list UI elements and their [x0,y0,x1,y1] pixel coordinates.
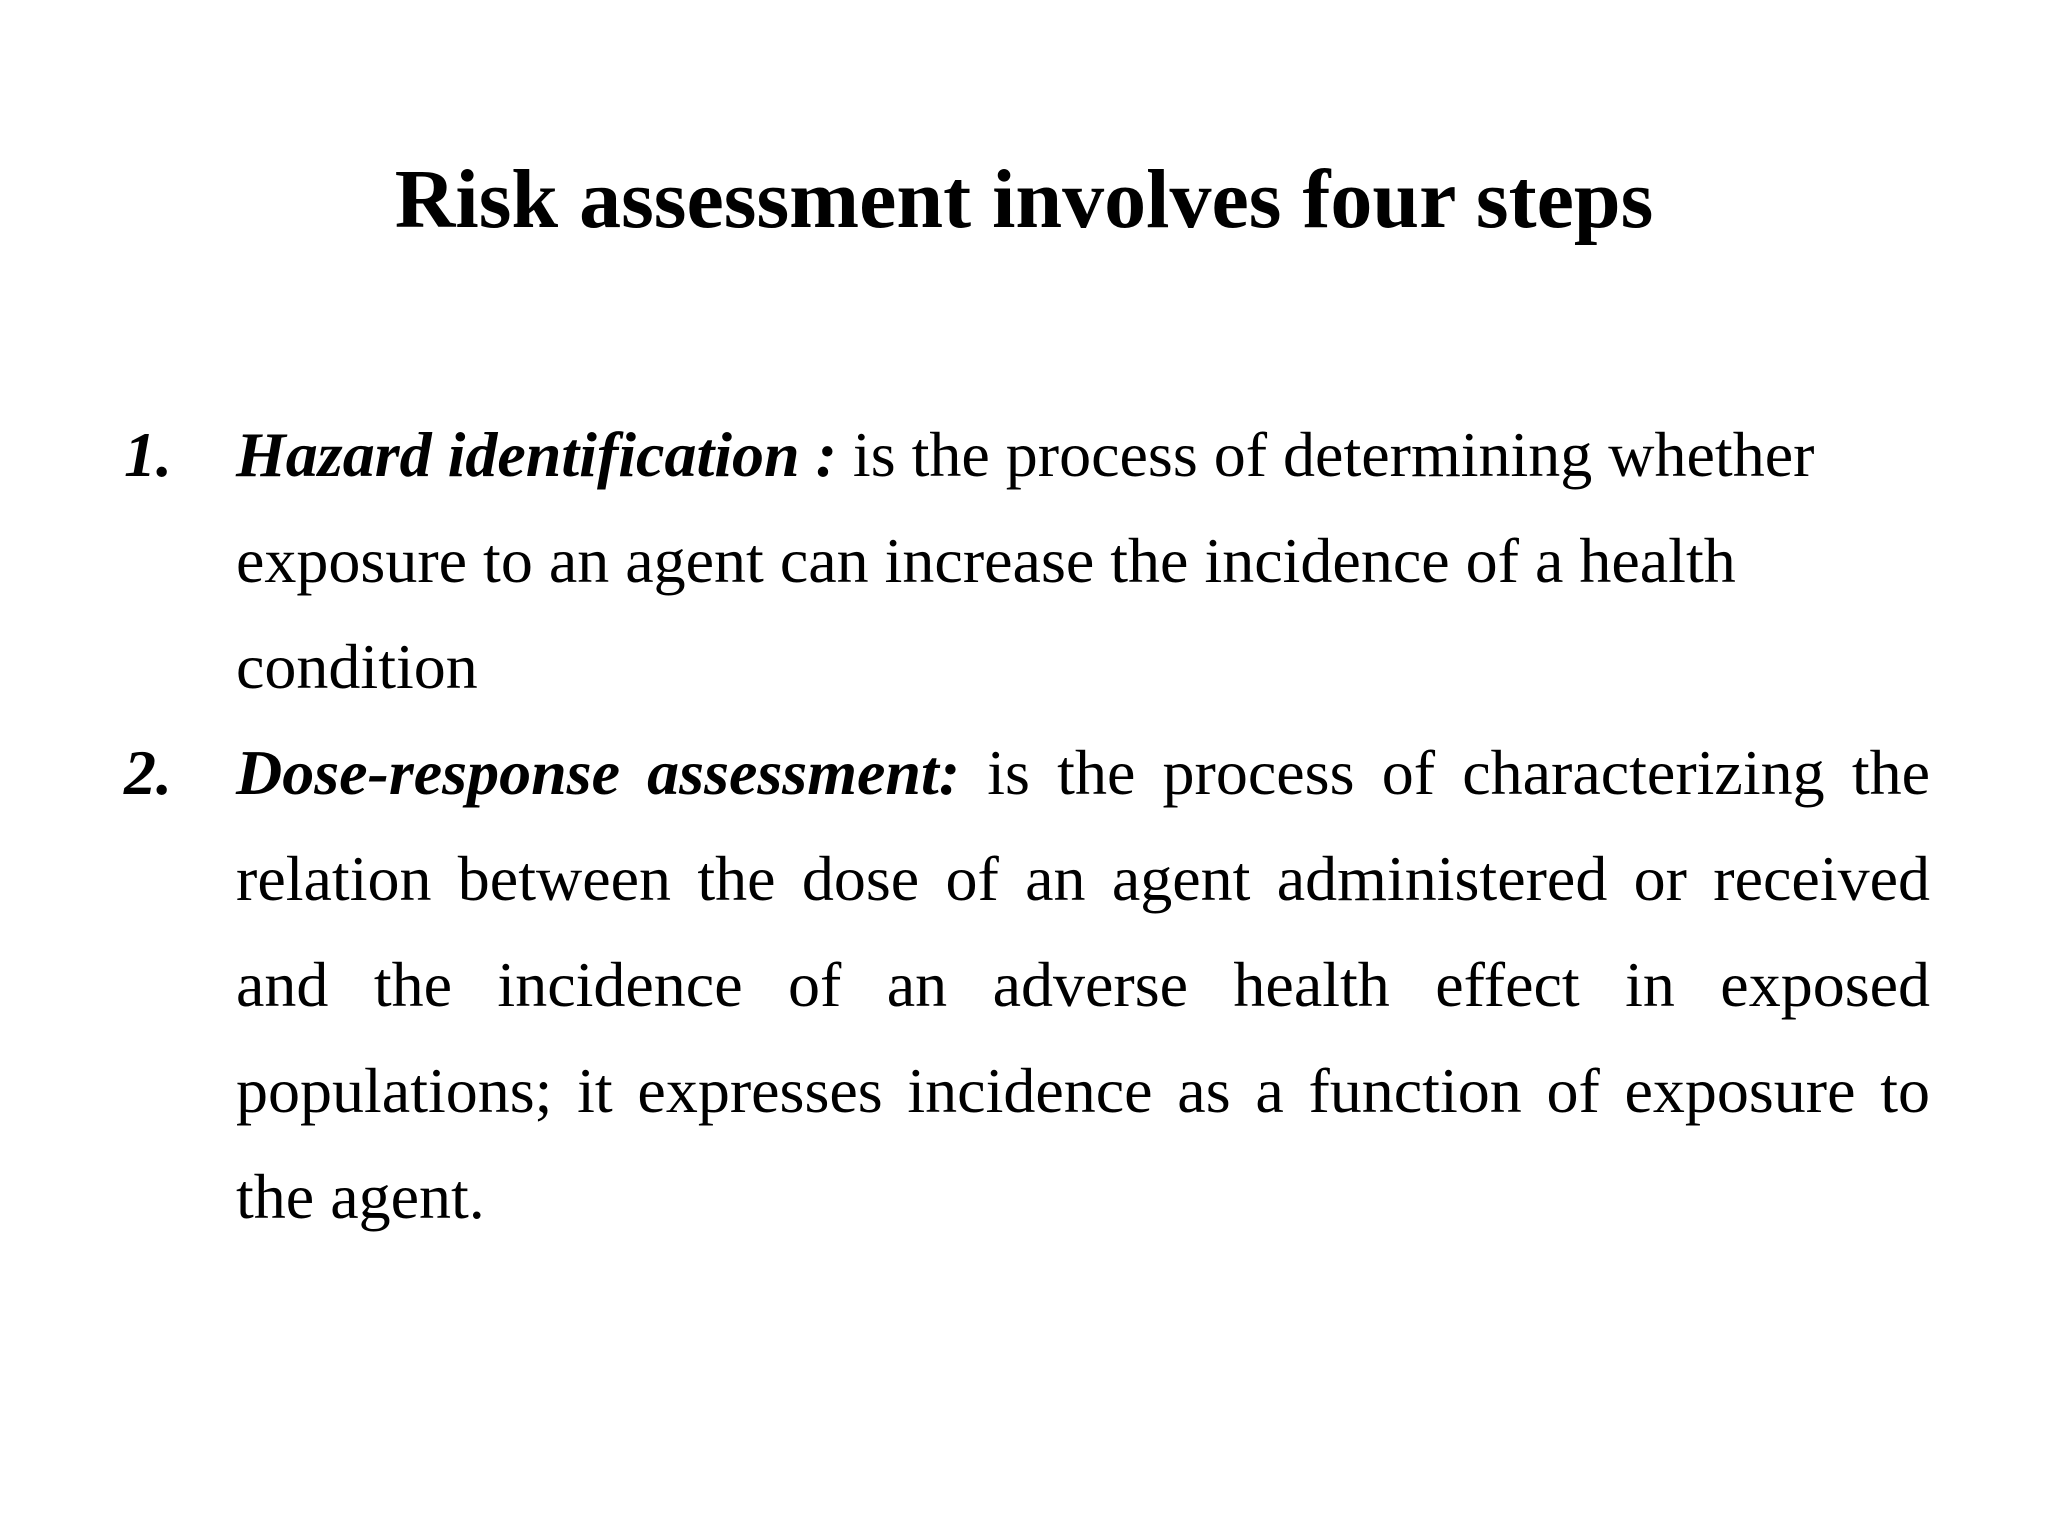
step-term: Hazard identification : [236,419,837,490]
slide-title: Risk assessment involves four steps [394,153,1654,246]
step-definition: is the process of determining whether exposure to an agent can increase the incidence of a health condition [236,419,1815,702]
step-number: 1. [124,419,172,490]
step-definition: is the process of characterizing the relation between the dose of an agent administered or received and the incidence of an adverse health effect in exposed populations; it expresses incidence as a function of exposure to the agent. [236,737,1931,1232]
step-item [124,402,1930,720]
step-number: 2. [124,737,172,808]
steps-list [124,402,1930,1250]
step-item [124,720,1930,1250]
step-term: Dose-response assessment: [236,737,961,808]
